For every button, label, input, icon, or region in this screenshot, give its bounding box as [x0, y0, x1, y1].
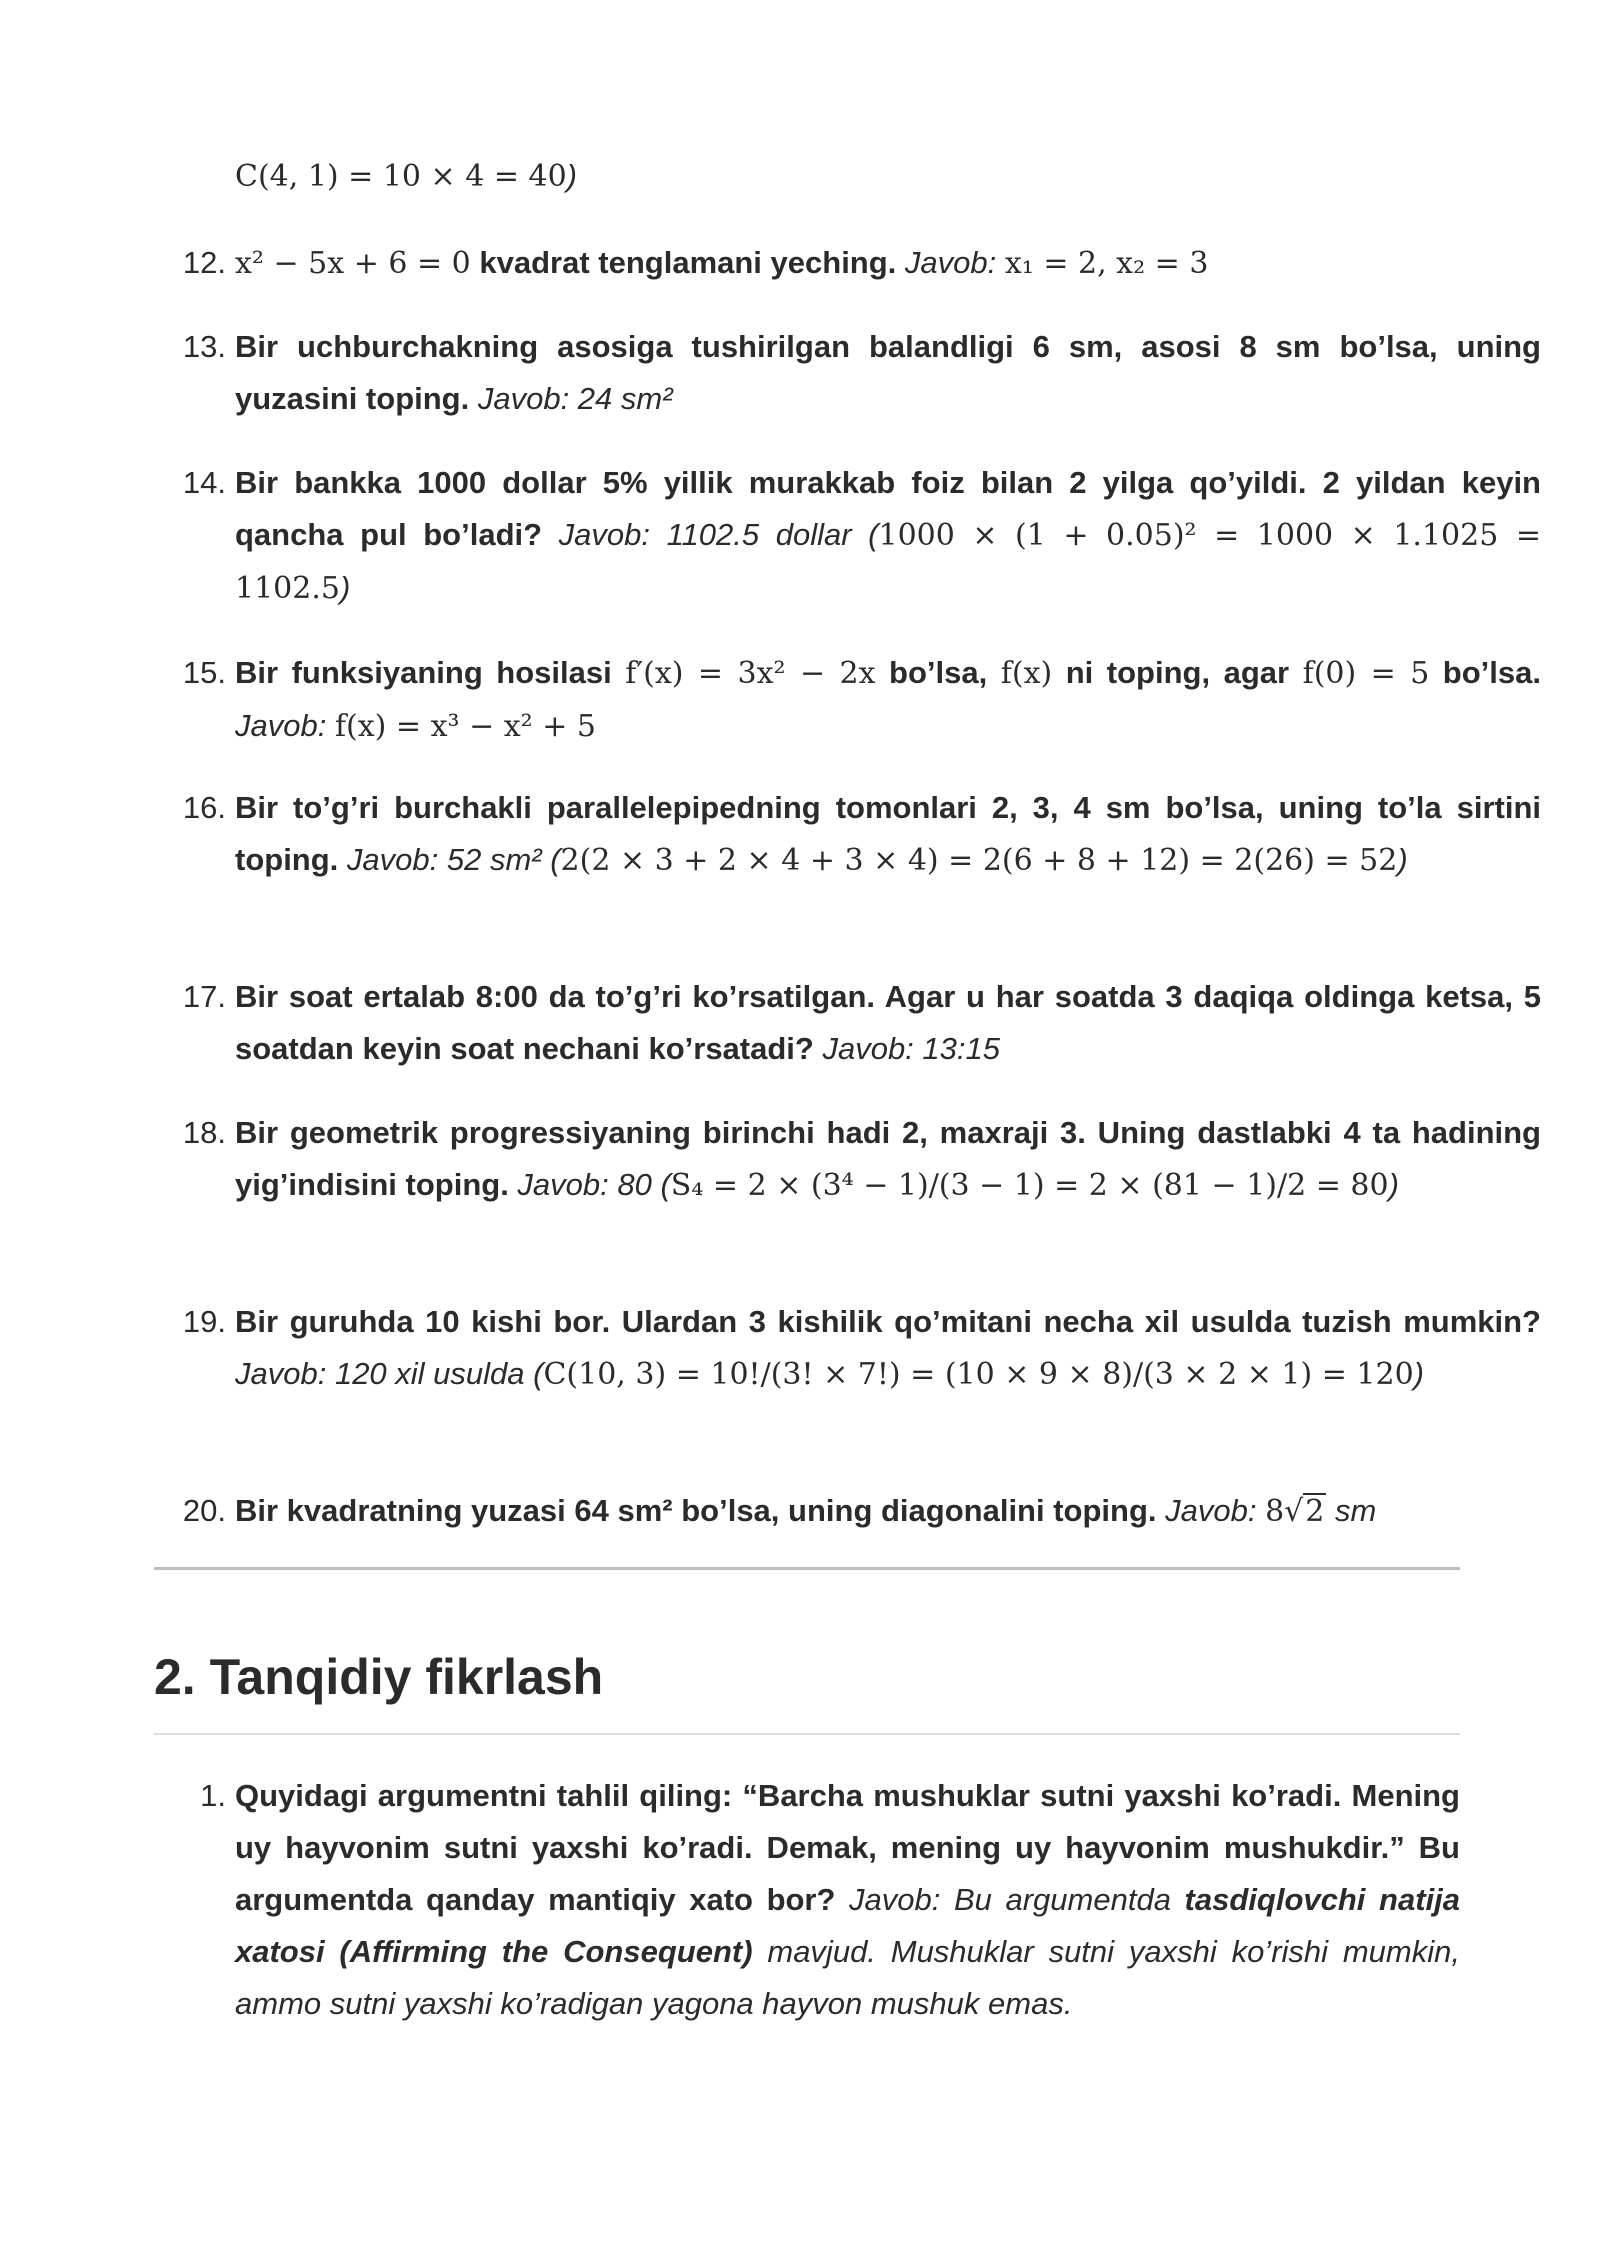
answer-close: ): [1388, 1167, 1399, 1202]
answer-emphasis: tasdiqlovchi natija xatosi (Affirming the Consequent): [235, 1882, 1460, 1969]
answer-math: f(x) = x³ − x² + 5: [334, 709, 596, 744]
question-text-part: ni toping, agar: [1052, 655, 1303, 690]
answer-math: x₁ = 2, x₂ = 3: [1004, 246, 1209, 281]
question-text: Bir bankka 1000 dollar 5% yillik murakkab foiz bilan 2 yilga qo’yildi. 2 yildan keyin qancha pul bo’ladi?: [235, 465, 1541, 552]
answer-math: 2(2 × 3 + 2 × 4 + 3 × 4) = 2(6 + 8 + 12) = 2(26) = 52: [560, 843, 1398, 878]
list-item-15: [154, 647, 1541, 753]
item-number: 15.: [182, 655, 226, 690]
item-number: 12.: [182, 245, 226, 280]
answer-text-cont: mavjud. Mushuklar sutni yaxshi ko’rishi mumkin, ammo sutni yaxshi ko’radigan yagona hayvon mushuk emas.: [235, 1934, 1460, 2021]
question-text: Bir uchburchakning asosiga tushirilgan balandligi 6 sm, asosi 8 sm bo’lsa, uning yuzasini toping.: [235, 329, 1541, 416]
answer-math: C(10, 3) = 10!/(3! × 7!) = (10 × 9 × 8)/(3 × 2 × 1) = 120: [543, 1357, 1414, 1392]
list-item-1: [154, 1770, 1460, 2030]
question-text-part: Bir funksiyaning hosilasi: [235, 655, 626, 690]
question-text-part: bo’lsa.: [1429, 655, 1542, 690]
section-heading: 2. Tanqidiy fikrlash: [154, 1649, 604, 1705]
answer-label: Javob:: [1156, 1493, 1266, 1528]
list-item-17: [154, 971, 1541, 1075]
answer-close: ): [1413, 1356, 1424, 1391]
answer-text: Javob: 13:15: [813, 1031, 1000, 1066]
answer-text: Javob: 120 xil usulda (: [235, 1356, 544, 1391]
question-text-part: bo’lsa,: [875, 655, 1001, 690]
question-text: Bir to’g’ri burchakli parallelepipedning tomonlari 2, 3, 4 sm bo’lsa, uning to’la sirtini toping.: [235, 790, 1541, 877]
answer-text: Javob: 52 sm² (: [338, 842, 561, 877]
question-text: Bir geometrik progressiyaning birinchi hadi 2, maxraji 3. Uning dastlabki 4 ta hadining yig’indisini toping.: [235, 1115, 1541, 1202]
condition-math: f(0) = 5: [1302, 656, 1430, 691]
item-number: 20.: [182, 1493, 226, 1528]
answer-unit: sm: [1326, 1493, 1377, 1528]
answer-label: Javob:: [235, 708, 335, 743]
derivative-math: f′(x) = 3x² − 2x: [625, 656, 876, 691]
answer-math: S₄ = 2 × (3⁴ − 1)/(3 − 1) = 2 × (81 − 1)/2 = 80: [670, 1168, 1389, 1203]
question-text: Bir kvadratning yuzasi 64 sm² bo’lsa, uning diagonalini toping.: [235, 1493, 1157, 1528]
heading-underline: [154, 1733, 1460, 1735]
answer-text: Javob: 80 (: [508, 1167, 671, 1202]
equation: x² − 5x + 6 = 0: [235, 246, 471, 281]
list-item-12: [154, 237, 1541, 290]
item-number: 14.: [182, 465, 226, 500]
item-number: 13.: [182, 329, 226, 364]
item-number: 16.: [182, 790, 226, 825]
answer-text: Javob: Bu argumentda: [835, 1882, 1185, 1917]
answer-text: Javob: 1102.5 dollar (: [542, 517, 879, 552]
item-number: 18.: [182, 1115, 226, 1150]
continuation-math: C(4, 1) = 10 × 4 = 40: [235, 159, 567, 194]
item-number: 19.: [182, 1304, 226, 1339]
list-item-19: [154, 1296, 1541, 1401]
answer-label: Javob:: [896, 245, 1005, 280]
question-text: Quyidagi argumentni tahlil qiling: “Barcha mushuklar sutni yaxshi ko’radi. Mening uy hayvonim sutni yaxshi ko’radi. Demak, mening uy hayvonim mushukdir.” Bu argumentda qanday mantiqiy xato bor?: [235, 1778, 1460, 1917]
section-divider: [154, 1567, 1460, 1570]
answer-coefficient: 8: [1265, 1494, 1285, 1529]
question-text: kvadrat tenglamani yeching.: [470, 245, 897, 280]
question-text: Bir soat ertalab 8:00 da to’g’ri ko’rsatilgan. Agar u har soatda 3 daqiqa oldinga ketsa, 5 soatdan keyin soat nechani ko’rsatadi?: [235, 979, 1541, 1066]
function-math: f(x): [1000, 656, 1053, 691]
item-number: 1.: [200, 1778, 226, 1813]
list-item-14: [154, 457, 1541, 615]
list-item-20: [154, 1485, 1541, 1538]
list-item-18: [154, 1107, 1541, 1212]
list-item-16: [154, 782, 1541, 887]
answer-close: ): [339, 570, 351, 605]
sqrt-sign: √: [1284, 1494, 1304, 1529]
answer-math: 1000 × (1 + 0.05)² = 1000 × 1.1025 = 1102.5: [235, 518, 1541, 606]
question-text: Bir guruhda 10 kishi bor. Ulardan 3 kishilik qo’mitani necha xil usulda tuzish mumkin?: [235, 1304, 1541, 1339]
item-number: 17.: [182, 979, 226, 1014]
answer-text: Javob: 24 sm²: [469, 381, 673, 416]
list-item-13: [154, 321, 1541, 425]
answer-close: ): [1397, 842, 1408, 877]
continuation-close: ): [566, 158, 577, 193]
critical-thinking-list: [154, 1770, 1460, 2030]
previous-answer-continuation: [235, 150, 577, 203]
sqrt-radicand: 2: [1305, 1494, 1325, 1529]
